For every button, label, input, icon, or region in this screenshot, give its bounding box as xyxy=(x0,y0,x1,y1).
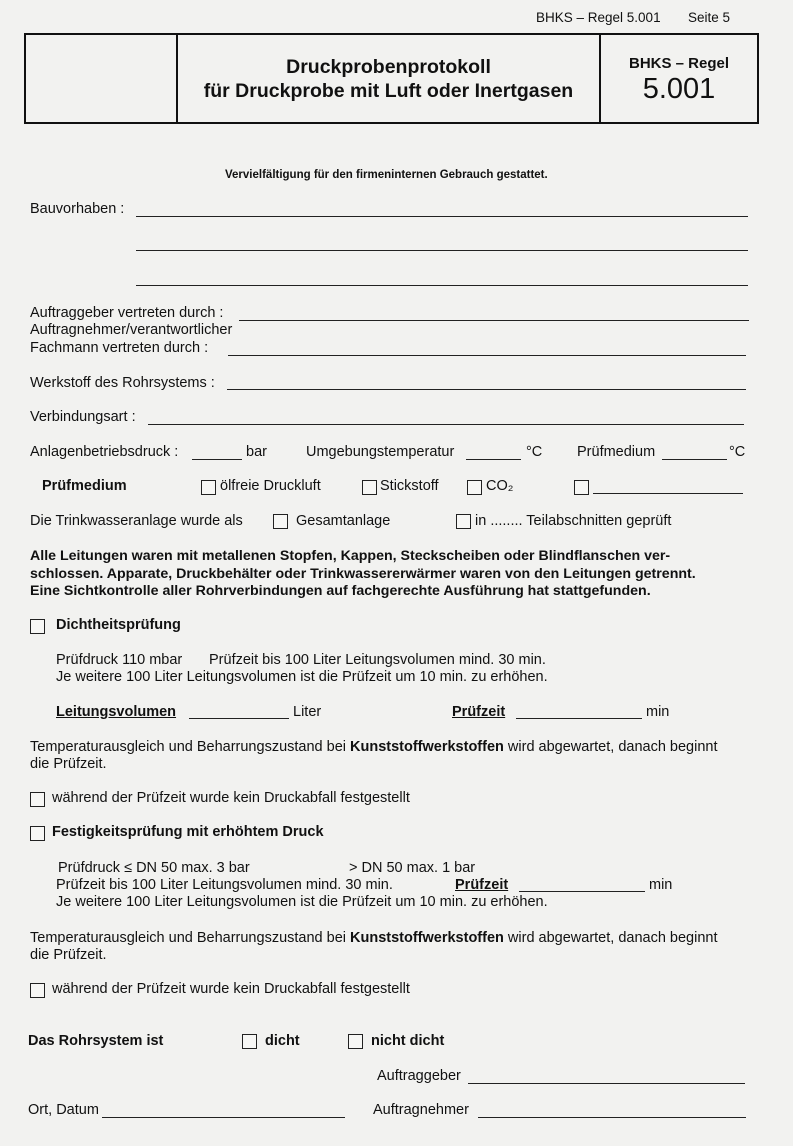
dicht-pruefdruck: Prüfdruck 110 mbar xyxy=(56,652,183,668)
result-nicht-dicht: nicht dicht xyxy=(371,1033,445,1049)
document-header xyxy=(24,33,759,124)
auftraggeber-label: Auftraggeber vertreten durch : xyxy=(30,305,224,321)
other-medium-field[interactable] xyxy=(593,493,743,494)
dichtheitspruefung-title: Dichtheitsprüfung xyxy=(56,617,181,633)
copy-notice: Vervielfältigung für den firmeninternen Gebrauch gestattet. xyxy=(225,169,548,181)
fest-time-label: Prüfzeit xyxy=(455,877,509,893)
dicht-time-field[interactable] xyxy=(516,718,642,719)
result-label: Das Rohrsystem ist xyxy=(28,1033,164,1049)
dicht-volume-field[interactable] xyxy=(189,718,289,719)
result-dicht: dicht xyxy=(265,1033,300,1049)
statement-line-3: Eine Sichtkontrolle aller Rohrverbindungen auf fachgerechte Ausführung hat stattgefunden. xyxy=(30,583,651,599)
option-teilabschnitte: in ........ Teilabschnitten geprüft xyxy=(475,513,672,529)
option-stickstoff: Stickstoff xyxy=(380,478,439,494)
fest-time-field[interactable] xyxy=(519,891,645,892)
ort-datum-field[interactable] xyxy=(102,1117,345,1118)
checkbox-fest-no-drop[interactable] xyxy=(30,983,45,998)
betriebsdruck-unit: bar xyxy=(246,444,267,460)
checkbox-teilabschnitte[interactable] xyxy=(456,514,471,529)
pruefmedium-temp-unit: °C xyxy=(729,444,746,460)
werkstoff-field[interactable] xyxy=(227,389,746,390)
auftragnehmer-label-1: Auftragnehmer/verantwortlicher xyxy=(30,322,233,338)
pruefmedium-temp-field[interactable] xyxy=(662,459,727,460)
page-number: Seite 5 xyxy=(688,10,731,25)
fest-increase: Je weitere 100 Liter Leitungsvolumen ist die Prüfzeit um 10 min. zu erhöhen. xyxy=(56,894,548,910)
header-title-line1: Druckprobenprotokoll xyxy=(286,55,491,78)
fest-pruefdruck-small: Prüfdruck ≤ DN 50 max. 3 bar xyxy=(58,860,250,876)
auftraggeber-field[interactable] xyxy=(239,320,749,321)
auftragnehmer-signature-label: Auftragnehmer xyxy=(373,1102,469,1118)
auftragnehmer-field[interactable] xyxy=(228,355,746,356)
bauvorhaben-field-2[interactable] xyxy=(136,250,748,251)
checkbox-nicht-dicht[interactable] xyxy=(348,1034,363,1049)
statement-line-2: schlossen. Apparate, Druckbehälter oder Trinkwassererwärmer waren von den Leitungen getrennt. xyxy=(30,566,696,582)
festigkeitspruefung-title: Festigkeitsprüfung mit erhöhtem Druck xyxy=(52,824,324,840)
verbindungsart-label: Verbindungsart : xyxy=(30,409,136,425)
checkbox-festigkeitspruefung[interactable] xyxy=(30,826,45,841)
checkbox-druckluft[interactable] xyxy=(201,480,216,495)
option-druckluft: ölfreie Druckluft xyxy=(220,478,321,494)
betriebsdruck-field[interactable] xyxy=(192,459,242,460)
auftragnehmer-signature-field[interactable] xyxy=(478,1117,746,1118)
checkbox-dicht-no-drop[interactable] xyxy=(30,792,45,807)
rule-reference: BHKS – Regel 5.001 xyxy=(536,10,661,25)
statement-line-1: Alle Leitungen waren mit metallenen Stopfen, Kappen, Steckscheiben oder Blindflanschen ver- xyxy=(30,548,671,564)
dicht-no-drop-label: während der Prüfzeit wurde kein Druckabfall festgestellt xyxy=(52,790,410,806)
dicht-temp-line-1: Temperaturausgleich und Beharrungszustand bei Kunststoffwerkstoffen wird abgewartet, danach beginnt xyxy=(30,739,718,755)
fest-time-unit: min xyxy=(649,877,673,893)
pruefmedium-temp-label: Prüfmedium xyxy=(577,444,656,460)
dicht-volume-label: Leitungsvolumen xyxy=(56,704,177,720)
auftraggeber-signature-label: Auftraggeber xyxy=(377,1068,461,1084)
header-title-line2: für Druckprobe mit Luft oder Inertgasen xyxy=(203,79,574,102)
option-co2: CO₂ xyxy=(486,478,514,494)
checkbox-dichtheitspruefung[interactable] xyxy=(30,619,45,634)
dicht-time-unit: min xyxy=(646,704,670,720)
bauvorhaben-field-1[interactable] xyxy=(136,216,748,217)
ort-datum-label: Ort, Datum xyxy=(28,1102,99,1118)
dicht-volume-unit: Liter xyxy=(293,704,322,720)
umgebungstemp-unit: °C xyxy=(526,444,543,460)
header-rule-label: BHKS – Regel xyxy=(628,55,730,72)
header-title-cell xyxy=(176,35,601,122)
umgebungstemp-field[interactable] xyxy=(466,459,521,460)
fest-pruefdruck-large: > DN 50 max. 1 bar xyxy=(349,860,476,876)
auftragnehmer-label-2: Fachmann vertreten durch : xyxy=(30,340,209,356)
werkstoff-label: Werkstoff des Rohrsystems : xyxy=(30,375,215,391)
verbindungsart-field[interactable] xyxy=(148,424,744,425)
option-gesamtanlage: Gesamtanlage xyxy=(296,513,391,529)
checkbox-other-medium[interactable] xyxy=(574,480,589,495)
checkbox-co2[interactable] xyxy=(467,480,482,495)
bauvorhaben-field-3[interactable] xyxy=(136,285,748,286)
dicht-temp-line-2: die Prüfzeit. xyxy=(30,756,107,772)
fest-temp-line-1: Temperaturausgleich und Beharrungszustand bei Kunststoffwerkstoffen wird abgewartet, danach beginnt xyxy=(30,930,718,946)
header-rule-number: 5.001 xyxy=(642,73,716,105)
fest-temp-line-2: die Prüfzeit. xyxy=(30,947,107,963)
pruefmedium-label: Prüfmedium xyxy=(42,478,127,494)
fest-no-drop-label: während der Prüfzeit wurde kein Druckabfall festgestellt xyxy=(52,981,410,997)
betriebsdruck-label: Anlagenbetriebsdruck : xyxy=(30,444,179,460)
dicht-time-label: Prüfzeit xyxy=(452,704,506,720)
bauvorhaben-label: Bauvorhaben : xyxy=(30,201,125,217)
auftraggeber-signature-field[interactable] xyxy=(468,1083,745,1084)
checkbox-stickstoff[interactable] xyxy=(362,480,377,495)
umgebungstemp-label: Umgebungstemperatur xyxy=(306,444,455,460)
checkbox-gesamtanlage[interactable] xyxy=(273,514,288,529)
checkbox-dicht[interactable] xyxy=(242,1034,257,1049)
fest-pruefzeit: Prüfzeit bis 100 Liter Leitungsvolumen mind. 30 min. xyxy=(56,877,393,893)
dicht-increase: Je weitere 100 Liter Leitungsvolumen ist die Prüfzeit um 10 min. zu erhöhen. xyxy=(56,669,548,685)
anlage-label: Die Trinkwasseranlage wurde als xyxy=(30,513,243,529)
dicht-pruefzeit: Prüfzeit bis 100 Liter Leitungsvolumen mind. 30 min. xyxy=(209,652,546,668)
header-rule-cell xyxy=(601,35,757,122)
